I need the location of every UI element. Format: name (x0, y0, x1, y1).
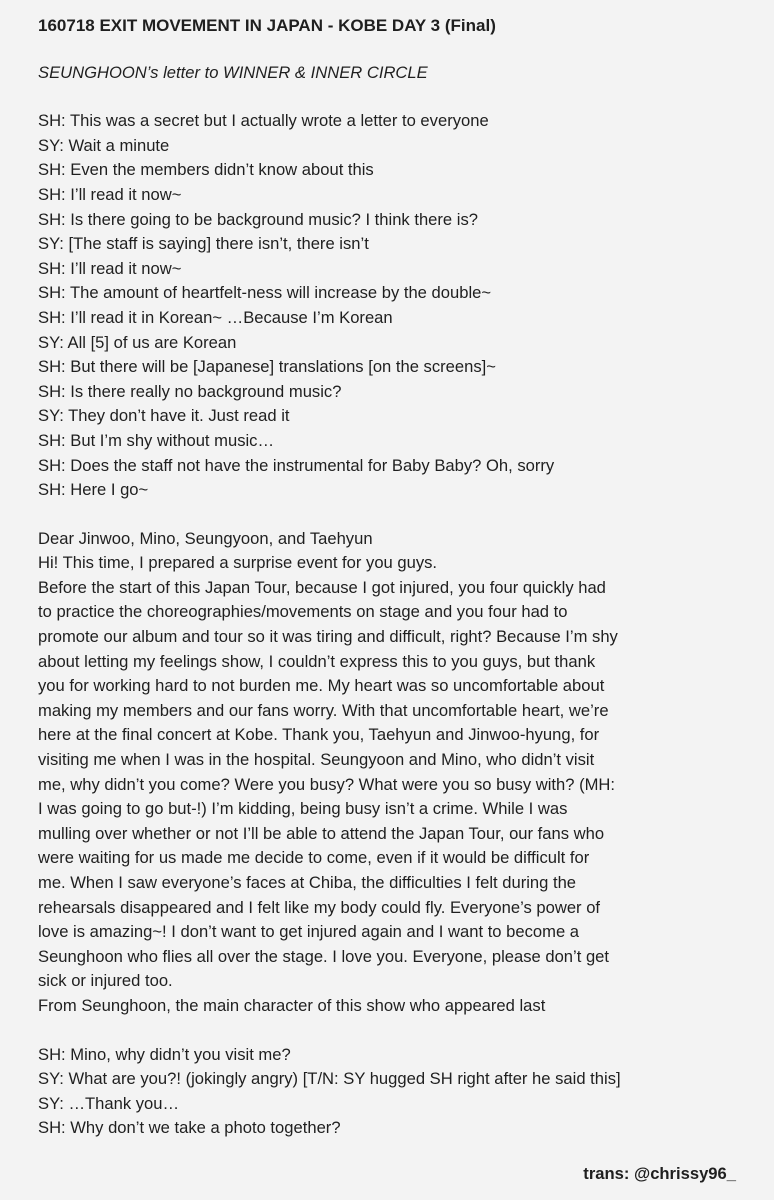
dialogue-line: SH: This was a secret but I actually wrote a letter to everyone (38, 111, 489, 131)
letter-line: were waiting for us made me decide to come, even if it would be difficult for (38, 848, 590, 868)
letter-line: about letting my feelings show, I couldn’t express this to you guys, but thank (38, 651, 596, 671)
dialogue-line: SY: Wait a minute (38, 135, 170, 155)
outro-dialogue (38, 1043, 774, 1141)
intro-dialogue (38, 109, 774, 503)
letter-line: promote our album and tour so it was tiring and difficult, right? Because I’m shy (38, 627, 618, 647)
dialogue-line: SH: I’ll read it now~ (38, 258, 182, 278)
letter-line: Dear Jinwoo, Mino, Seungyoon, and Taehyun (38, 528, 373, 548)
dialogue-line: SH: Does the staff not have the instrumental for Baby Baby? Oh, sorry (38, 455, 555, 475)
letter-line: I was going to go but-!) I’m kidding, being busy isn’t a crime. While I was (38, 799, 568, 819)
letter-line: to practice the choreographies/movements on stage and you four had to (38, 602, 568, 622)
letter-signoff: From Seunghoon, the main character of this show who appeared last (38, 995, 546, 1015)
dialogue-line: SH: Mino, why didn’t you visit me? (38, 1044, 291, 1064)
dialogue-line: SY: What are you?! (jokingly angry) [T/N: SY hugged SH right after he said this] (38, 1069, 621, 1089)
letter-line: visiting me when I was in the hospital. Seungyoon and Mino, who didn’t visit (38, 750, 595, 770)
dialogue-line: SY: …Thank you… (38, 1093, 180, 1113)
dialogue-line: SH: Here I go~ (38, 480, 149, 500)
letter-line: here at the final concert at Kobe. Thank you, Taehyun and Jinwoo-hyung, for (38, 725, 600, 745)
letter-line: mulling over whether or not I’ll be able to attend the Japan Tour, our fans who (38, 823, 605, 843)
letter-line: Before the start of this Japan Tour, because I got injured, you four quickly had (38, 577, 606, 597)
dialogue-line: SH: The amount of heartfelt-ness will increase by the double~ (38, 283, 492, 303)
translator-credit: trans: @chrissy96_ (583, 1164, 736, 1183)
letter-line: Hi! This time, I prepared a surprise event for you guys. (38, 553, 438, 573)
letter-body (38, 527, 774, 1019)
dialogue-line: SY: [The staff is saying] there isn’t, there isn’t (38, 234, 369, 254)
dialogue-line: SH: But I’m shy without music… (38, 430, 275, 450)
letter-line: love is amazing~! I don’t want to get injured again and I want to become a (38, 922, 580, 942)
dialogue-line: SY: They don’t have it. Just read it (38, 406, 290, 426)
letter-line: me, why didn’t you come? Were you busy? What were you so busy with? (MH: (38, 774, 616, 794)
letter-line: rehearsals disappeared and I felt like my body could fly. Everyone’s power of (38, 897, 601, 917)
dialogue-line: SH: Is there really no background music? (38, 381, 342, 401)
letter-line: making my members and our fans worry. With that uncomfortable heart, we’re (38, 700, 609, 720)
letter-line: sick or injured too. (38, 971, 173, 991)
dialogue-line: SY: All [5] of us are Korean (38, 332, 237, 352)
document-subtitle: SEUNGHOON’s letter to WINNER & INNER CIRCLE (38, 62, 428, 82)
dialogue-line: SH: But there will be [Japanese] translations [on the screens]~ (38, 357, 496, 377)
dialogue-line: SH: I’ll read it now~ (38, 184, 182, 204)
letter-line: me. When I saw everyone’s faces at Chiba, the difficulties I felt during the (38, 873, 577, 892)
letter-line: Seunghoon who flies all over the stage. I love you. Everyone, please don’t get (38, 946, 610, 966)
dialogue-line: SH: Is there going to be background music? I think there is? (38, 209, 478, 229)
document-title: 160718 EXIT MOVEMENT IN JAPAN - KOBE DAY 3 (Final) (38, 16, 496, 35)
dialogue-line: SH: I’ll read it in Korean~ …Because I’m Korean (38, 307, 393, 327)
letter-line: you for working hard to not burden me. My heart was so uncomfortable about (38, 676, 605, 696)
dialogue-line: SH: Even the members didn’t know about this (38, 160, 374, 180)
dialogue-line: SH: Why don’t we take a photo together? (38, 1118, 341, 1138)
